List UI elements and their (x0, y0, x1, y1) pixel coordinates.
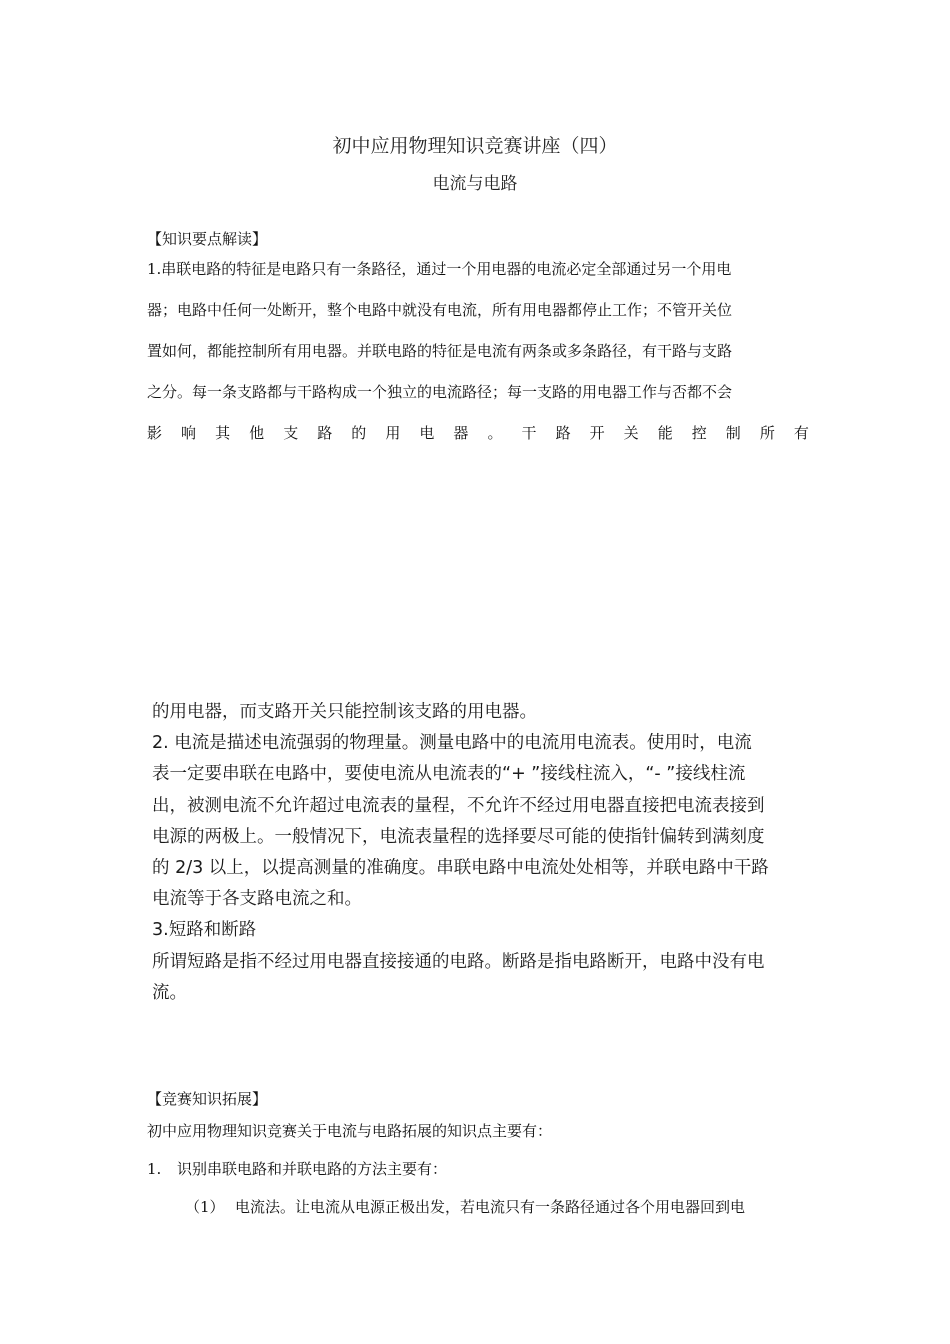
paragraph-line: 器；电路中任何一处断开，整个电路中就没有电流，所有用电器都停止工作；不管开关位 (147, 301, 733, 319)
competition-paragraph (147, 1120, 817, 1234)
sub-list-item-text: 电流法。让电流从电源正极出发，若电流只有一条路径通过各个用电器回到电 (235, 1198, 746, 1216)
paragraph-line: 3.短路和断路 (152, 920, 257, 941)
document-title: 初中应用物理知识竞赛讲座（四） (332, 135, 618, 157)
section-heading-competition-extension: 【竞赛知识拓展】 (147, 1090, 268, 1108)
spaced-char: 能 (657, 424, 673, 442)
spaced-char: 他 (249, 424, 265, 442)
paragraph-line: 的 2/3 以上，以提高测量的准确度。串联电路中电流处处相等，并联电路中干路 (152, 857, 769, 878)
spaced-char: 制 (725, 424, 741, 442)
spaced-char: 用 (385, 424, 401, 442)
spaced-char: 响 (181, 424, 197, 442)
spaced-char: 关 (623, 424, 639, 442)
list-item-text: 识别串联电路和并联电路的方法主要有： (177, 1160, 448, 1178)
spaced-char: 支 (283, 424, 299, 442)
paragraph-line: 置如何，都能控制所有用电器。并联电路的特征是电流有两条或多条路径，有干路与支路 (147, 342, 733, 360)
paragraph-line: 的用电器，而支路开关只能控制该支路的用电器。 (152, 702, 537, 722)
spaced-char: 干 (521, 424, 537, 442)
paragraph-line: 电源的两极上。一般情况下，电流表量程的选择要尽可能的使指针偏转到满刻度 (152, 826, 765, 847)
list-item-number: 1. (147, 1160, 162, 1178)
knowledge-paragraph-2 (152, 700, 792, 1012)
knowledge-paragraph-1 (147, 258, 809, 463)
spaced-char: 开 (589, 424, 605, 442)
paragraph-line: 所谓短路是指不经过用电器直接接通的电路。断路是指电路断开，电路中没有电 (152, 951, 765, 972)
spaced-char: 其 (215, 424, 231, 442)
paragraph-line: 出，被测电流不允许超过电流表的量程，不允许不经过用电器直接把电流表接到 (152, 795, 765, 816)
paragraph-line: 1.串联电路的特征是电路只有一条路径，通过一个用电器的电流必定全部通过另一个用电 (147, 260, 732, 278)
list-item (147, 1158, 817, 1196)
paragraph-line: 初中应用物理知识竞赛关于电流与电路拓展的知识点主要有： (147, 1122, 553, 1140)
sub-list-item-number: （1） (185, 1198, 225, 1216)
paragraph-line: 表一定要串联在电路中，要使电流从电流表的“+ ”接线柱流入，“- ”接线柱流 (152, 764, 746, 785)
paragraph-line: 流。 (152, 982, 187, 1003)
paragraph-line: 之分。每一条支路都与干路构成一个独立的电流路径；每一支路的用电器工作与否都不会 (147, 383, 733, 401)
spaced-char: 影 (147, 424, 163, 442)
spaced-char: 有 (793, 424, 809, 442)
spaced-char: 器 (453, 424, 469, 442)
spaced-char: 所 (759, 424, 775, 442)
spaced-char: 。 (487, 424, 503, 442)
sub-list-item (147, 1196, 817, 1234)
document-subtitle: 电流与电路 (432, 174, 518, 194)
spaced-char: 的 (351, 424, 367, 442)
spaced-char: 路 (555, 424, 571, 442)
spaced-char: 控 (691, 424, 707, 442)
paragraph-line: 2. 电流是描述电流强弱的物理量。测量电路中的电流用电流表。使用时，电流 (152, 733, 752, 754)
spaced-char: 路 (317, 424, 333, 442)
paragraph-line: 电流等于各支路电流之和。 (152, 889, 362, 910)
spaced-paragraph-line (147, 422, 809, 463)
section-heading-knowledge-points: 【知识要点解读】 (147, 230, 268, 248)
spaced-char: 电 (419, 424, 435, 442)
